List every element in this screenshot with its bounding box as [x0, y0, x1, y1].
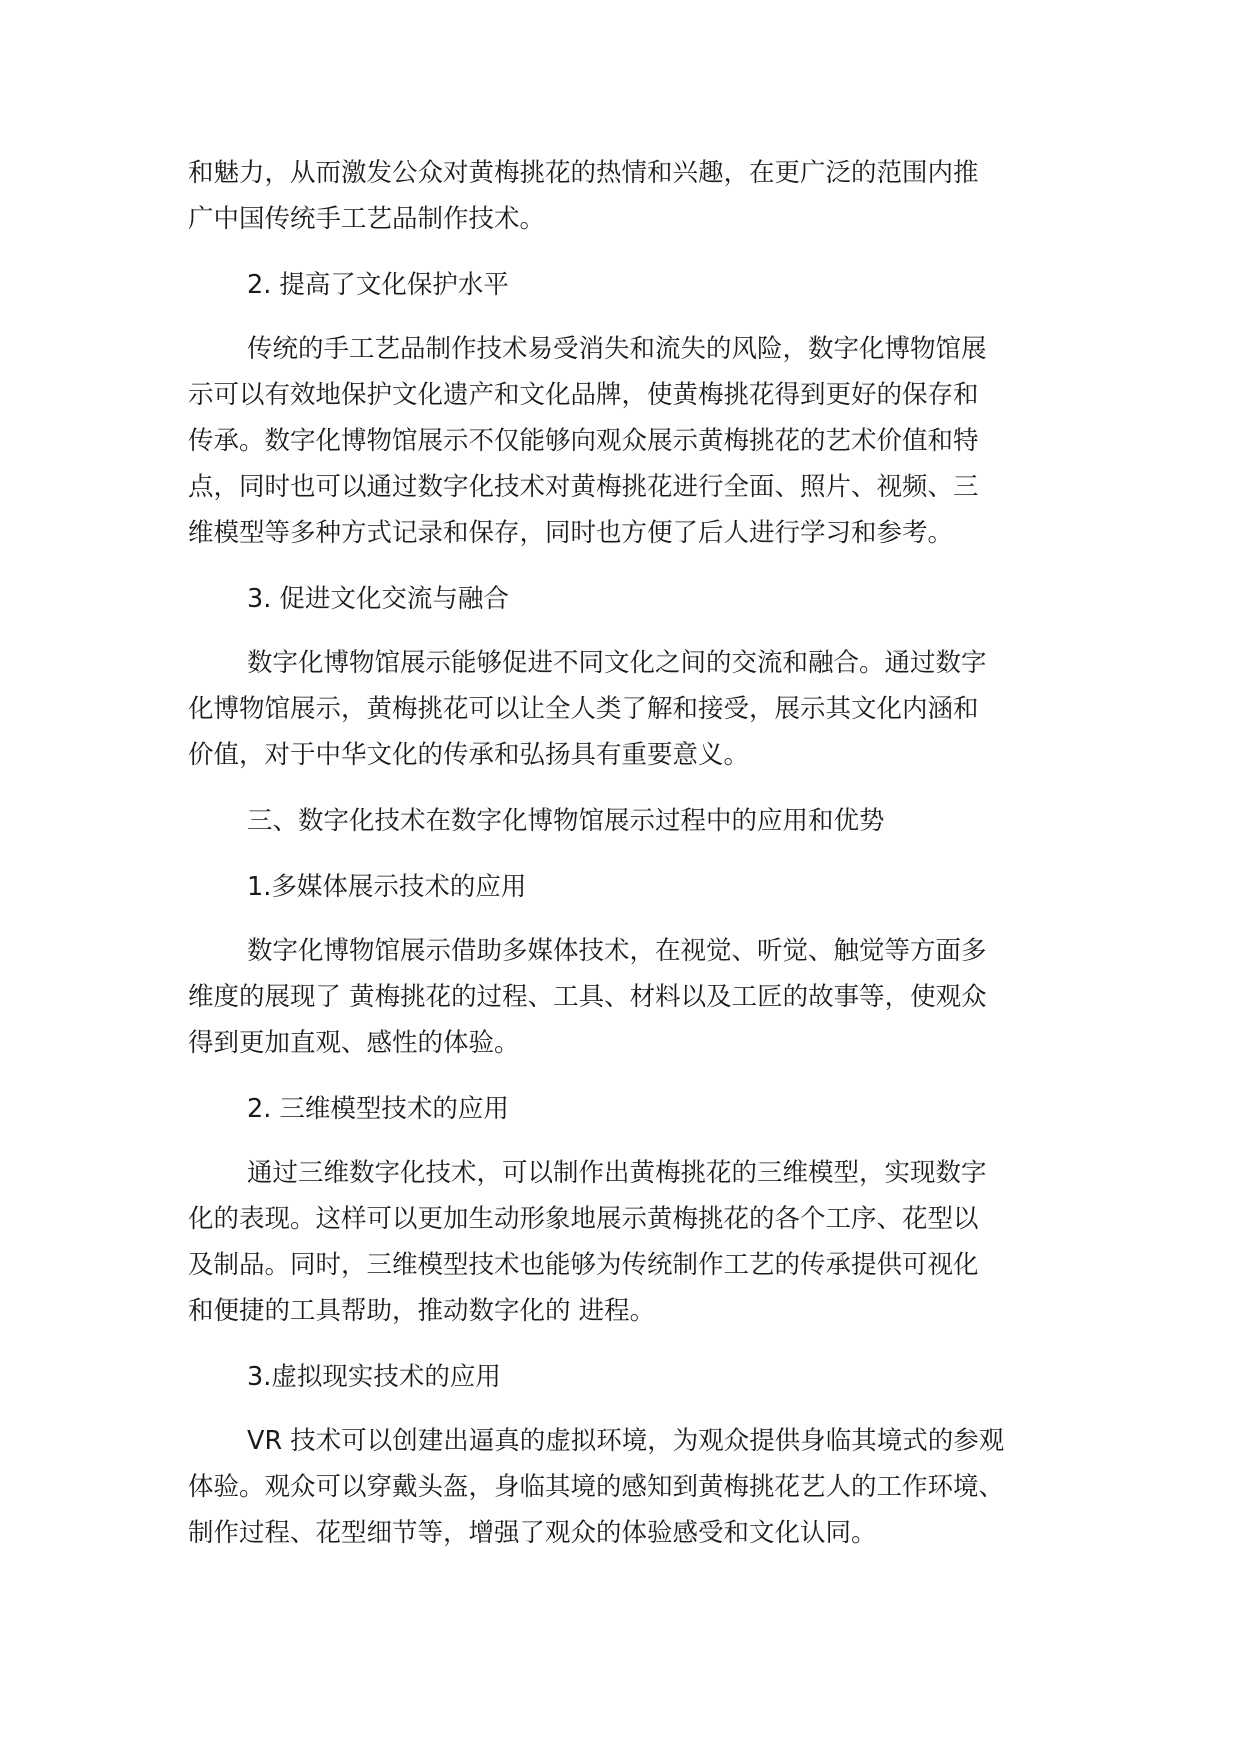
- text-line: 示可以有效地保护文化遗产和文化品牌，使黄梅挑花得到更好的保存和: [188, 380, 979, 410]
- paragraph-multimedia: [188, 928, 1078, 1066]
- paragraph-3d-model: [188, 1150, 1078, 1334]
- text-line: 数字化博物馆展示借助多媒体技术，在视觉、听觉、触觉等方面多: [247, 936, 987, 966]
- text-line: 点，同时也可以通过数字化技术对黄梅挑花进行全面、照片、视频、三: [188, 472, 979, 502]
- text-line: 传承。数字化博物馆展示不仅能够向观众展示黄梅挑花的艺术价值和特: [188, 426, 979, 456]
- text-line: 传统的手工艺品制作技术易受消失和流失的风险，数字化博物馆展: [247, 334, 987, 364]
- text-line: 制作过程、花型细节等，增强了观众的体验感受和文化认同。: [188, 1518, 877, 1548]
- text-line: 数字化博物馆展示能够促进不同文化之间的交流和融合。通过数字: [247, 648, 987, 678]
- text-line: 广中国传统手工艺品制作技术。: [188, 204, 546, 234]
- text-line: 价值，对于中华文化的传承和弘扬具有重要意义。: [188, 740, 750, 770]
- heading-text: 1.多媒体展示技术的应用: [247, 872, 527, 902]
- text-line: 化博物馆展示，黄梅挑花可以让全人类了解和接受，展示其文化内涵和: [188, 694, 979, 724]
- heading-text: 3.虚拟现实技术的应用: [247, 1362, 501, 1392]
- paragraph-preservation: [188, 326, 1078, 556]
- text-line: 及制品。同时，三维模型技术也能够为传统制作工艺的传承提供可视化: [188, 1250, 979, 1280]
- text-line: 和魅力，从而激发公众对黄梅挑花的热情和兴趣，在更广泛的范围内推: [188, 158, 979, 188]
- text-line: VR 技术可以创建出逼真的虚拟环境，为观众提供身临其境式的参观: [247, 1426, 1005, 1456]
- heading-text: 2. 提高了文化保护水平: [247, 270, 509, 300]
- text-line: 化的表现。这样可以更加生动形象地展示黄梅挑花的各个工序、花型以: [188, 1204, 979, 1234]
- paragraph-continuation: [188, 150, 1078, 242]
- section-heading-3-vr: [188, 1354, 1078, 1400]
- text-line: 维模型等多种方式记录和保存，同时也方便了后人进行学习和参考。: [188, 518, 954, 548]
- heading-text: 3. 促进文化交流与融合: [247, 584, 509, 614]
- section-heading-3-exchange: [188, 576, 1078, 622]
- text-line: 体验。观众可以穿戴头盔，身临其境的感知到黄梅挑花艺人的工作环境、: [188, 1472, 1005, 1502]
- paragraph-exchange: [188, 640, 1078, 778]
- text-line: 维度的展现了 黄梅挑花的过程、工具、材料以及工匠的故事等，使观众: [188, 982, 987, 1012]
- text-line: 得到更加直观、感性的体验。: [188, 1028, 520, 1058]
- section-heading-1-multimedia: [188, 864, 1078, 910]
- heading-text: 三、数字化技术在数字化博物馆展示过程中的应用和优势: [247, 806, 885, 836]
- document-page: [188, 150, 1078, 1556]
- text-line: 通过三维数字化技术，可以制作出黄梅挑花的三维模型，实现数字: [247, 1158, 987, 1188]
- chapter-heading-three: [188, 798, 1078, 844]
- heading-text: 2. 三维模型技术的应用: [247, 1094, 509, 1124]
- text-line: 和便捷的工具帮助，推动数字化的 进程。: [188, 1296, 656, 1326]
- paragraph-vr: [188, 1418, 1078, 1556]
- section-heading-2-3d-model: [188, 1086, 1078, 1132]
- section-heading-2-preservation: [188, 262, 1078, 308]
